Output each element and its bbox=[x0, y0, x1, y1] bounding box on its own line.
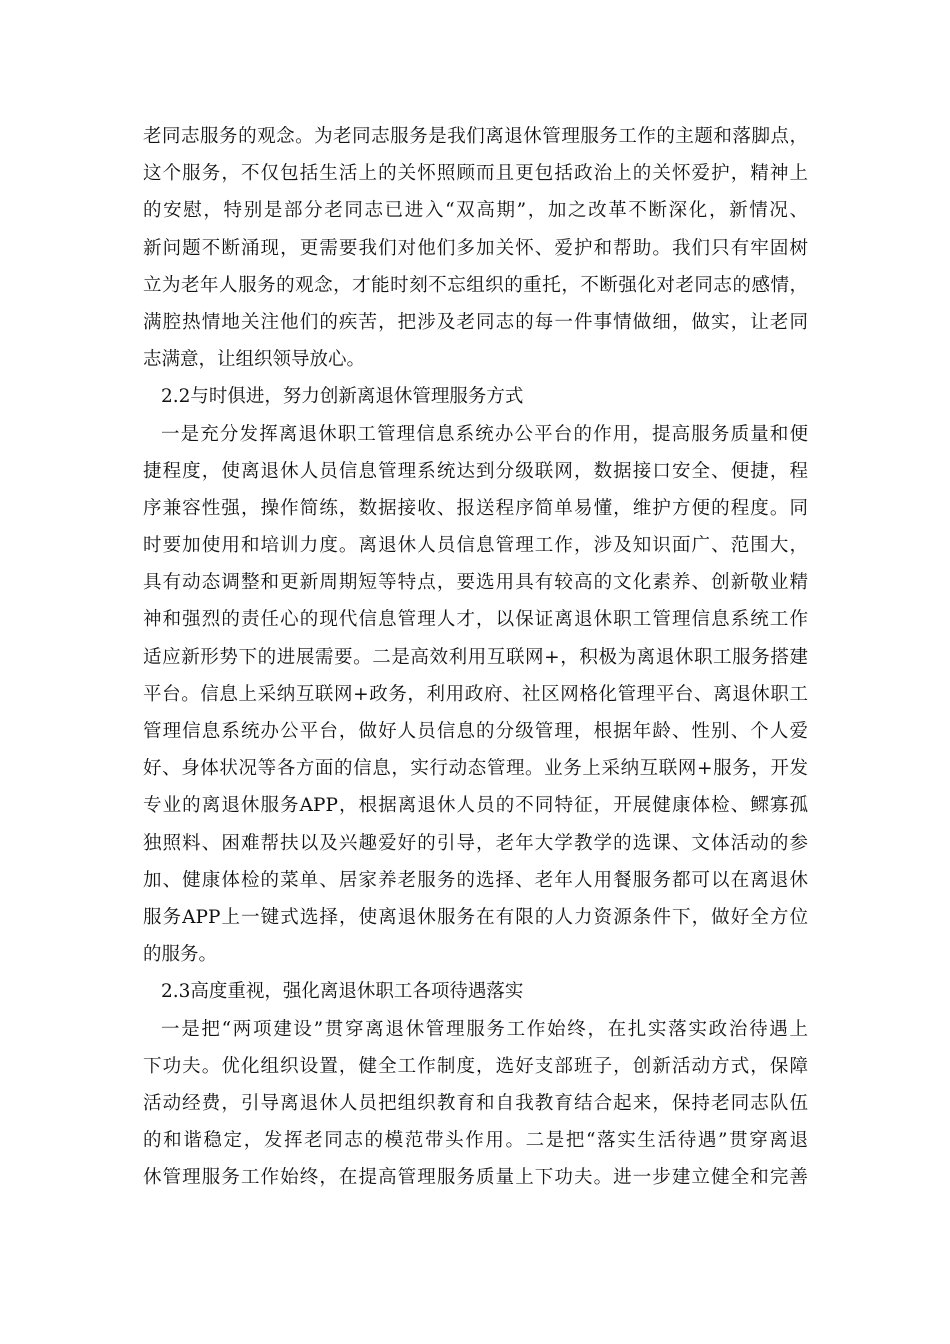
text-line: 的安慰，特别是部分老同志已进入“双高期”，加之改革不断深化，新情况、 bbox=[143, 200, 808, 222]
text-line: 序兼容性强，操作简练，数据接收、报送程序简单易懂，维护方便的程度。同 bbox=[143, 497, 808, 519]
text-line: 一是充分发挥离退休职工管理信息系统办公平台的作用，提高服务质量和便 bbox=[161, 423, 808, 445]
text-line: 的和谐稳定，发挥老同志的模范带头作用。二是把“落实生活待遇”贯穿离退 bbox=[143, 1130, 808, 1152]
text-line: 加、健康体检的菜单、居家养老服务的选择、老年人用餐服务都可以在离退休 bbox=[143, 869, 808, 891]
text-line: 神和强烈的责任心的现代信息管理人才，以保证离退休职工管理信息系统工作 bbox=[143, 609, 808, 631]
text-line: 休管理服务工作始终，在提高管理服务质量上下功夫。进一步建立健全和完善 bbox=[143, 1167, 808, 1189]
text-line: 时要加使用和培训力度。离退休人员信息管理工作，涉及知识面广、范围大， bbox=[143, 535, 808, 557]
text-line: 下功夫。优化组织设置，健全工作制度，选好支部班子，创新活动方式，保障 bbox=[143, 1055, 808, 1077]
text-line: 专业的离退休服务APP，根据离退休人员的不同特征，开展健康体检、鳏寡孤 bbox=[143, 795, 808, 817]
text-line: 平台。信息上采纳互联网+政务，利用政府、社区网格化管理平台、离退休职工 bbox=[143, 683, 808, 705]
text-line: 这个服务，不仅包括生活上的关怀照顾而且更包括政治上的关怀爱护，精神上 bbox=[143, 163, 808, 185]
text-line: 具有动态调整和更新周期短等特点，要选用具有较高的文化素养、创新敬业精 bbox=[143, 572, 808, 594]
text-line: 适应新形势下的进展需要。二是高效利用互联网+，积极为离退休职工服务搭建 bbox=[143, 646, 808, 668]
text-line: 志满意，让组织领导放心。 bbox=[143, 349, 366, 371]
text-line: 独照料、困难帮扶以及兴趣爱好的引导，老年大学教学的选课、文体活动的参 bbox=[143, 832, 808, 854]
body-text bbox=[143, 118, 808, 1196]
text-line: 服务APP上一键式选择，使离退休服务在有限的人力资源条件下，做好全方位 bbox=[143, 906, 808, 928]
text-line: 老同志服务的观念。为老同志服务是我们离退休管理服务工作的主题和落脚点， bbox=[143, 126, 808, 147]
text-line: 捷程度，使离退休人员信息管理系统达到分级联网，数据接口安全、便捷，程 bbox=[143, 460, 808, 482]
text-line: 满腔热情地关注他们的疾苦，把涉及老同志的每一件事情做细，做实，让老同 bbox=[143, 311, 808, 333]
text-line: 立为老年人服务的观念，才能时刻不忘组织的重托，不断强化对老同志的感情， bbox=[143, 274, 808, 296]
text-line: 好、身体状况等各方面的信息，实行动态管理。业务上采纳互联网+服务，开发 bbox=[143, 758, 808, 780]
text-line: 新问题不断涌现，更需要我们对他们多加关怀、爱护和帮助。我们只有牢固树 bbox=[143, 237, 808, 259]
text-line: 一是把“两项建设”贯穿离退休管理服务工作始终，在扎实落实政治待遇上 bbox=[161, 1018, 808, 1040]
text-line: 活动经费，引导离退休人员把组织教育和自我教育结合起来，保持老同志队伍 bbox=[143, 1092, 808, 1114]
text-line: 2.3高度重视，强化离退休职工各项待遇落实 bbox=[161, 981, 524, 1003]
text-line: 2.2与时俱进，努力创新离退休管理服务方式 bbox=[161, 386, 524, 408]
text-line: 管理信息系统办公平台，做好人员信息的分级管理，根据年龄、性别、个人爱 bbox=[143, 721, 808, 742]
text-line: 的服务。 bbox=[143, 944, 218, 966]
